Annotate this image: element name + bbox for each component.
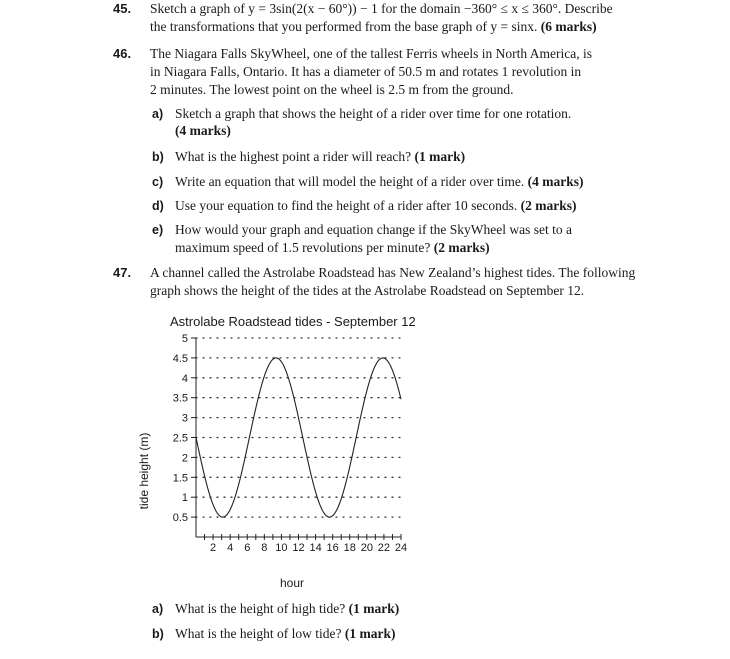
q46-part-a-marks	[175, 123, 231, 139]
q46-part-e-marks: (2 marks)	[433, 240, 490, 255]
q46-line-1: The Niagara Falls SkyWheel, one of the tallest Ferris wheels in North America, is	[150, 46, 593, 61]
y-axis-label: tide height (m)	[137, 432, 151, 510]
y-tick-label: 4.5	[172, 352, 188, 365]
y-tick-label: 3.5	[172, 392, 188, 405]
q46-part-c-question: Write an equation that will model the height of a rider over time.	[175, 174, 525, 189]
q47-part-b-question: What is the height of low tide?	[175, 626, 342, 641]
chart-axes	[191, 338, 401, 540]
q47-part-b-text	[175, 626, 395, 642]
q46-line-3: 2 minutes. The lowest point on the wheel is 2.5 m from the ground.	[150, 82, 514, 97]
x-tick-label: 22	[377, 542, 391, 554]
x-tick-label: 16	[326, 542, 339, 554]
x-tick-label: 6	[244, 542, 251, 554]
chart-title: Astrolabe Roadstead tides - September 12	[170, 314, 416, 329]
q46-part-e-label: e)	[152, 223, 164, 237]
q46-part-b-label: b)	[152, 150, 164, 164]
chart-x-tick-labels	[210, 542, 407, 554]
y-tick-label: 2.5	[172, 432, 188, 445]
x-tick-label: 14	[309, 542, 322, 554]
q46-part-a-label: a)	[152, 107, 164, 121]
q46-part-e-text-2	[175, 240, 490, 256]
q45-line-2	[150, 19, 597, 35]
x-tick-label: 4	[227, 542, 234, 554]
tide-height-series-line	[196, 358, 401, 517]
y-tick-label: 3	[181, 412, 188, 425]
q45-line-2-text: the transformations that you performed from the base graph of y = sinx.	[150, 19, 538, 34]
q46-part-e-question-2: maximum speed of 1.5 revolutions per minute?	[175, 240, 431, 255]
q46-part-c-label: c)	[152, 175, 164, 189]
x-tick-label: 20	[360, 542, 373, 554]
x-tick-label: 24	[394, 542, 408, 554]
q46-part-a-text: Sketch a graph that shows the height of a rider over time for one rotation.	[175, 106, 572, 121]
q47-part-a-marks: (1 mark)	[348, 601, 400, 616]
question-number-47: 47.	[113, 265, 132, 280]
q46-part-c-marks: (4 marks)	[527, 174, 584, 189]
q47-part-a-question: What is the height of high tide?	[175, 601, 346, 616]
y-tick-label: 1.5	[172, 472, 188, 485]
x-tick-label: 8	[261, 542, 268, 554]
x-tick-label: 2	[210, 542, 217, 554]
q46-part-a-marks-value: (4 marks)	[175, 123, 231, 138]
q47-line-1: A channel called the Astrolabe Roadstead has New Zealand’s highest tides. The following	[150, 265, 636, 280]
q46-part-b-question: What is the highest point a rider will reach?	[175, 149, 412, 164]
x-tick-label: 10	[275, 542, 288, 554]
q45-line-1: Sketch a graph of y = 3sin(2(x − 60°)) − 1 for the domain −360° ≤ x ≤ 360°. Describe	[150, 1, 613, 16]
question-number-45: 45.	[113, 1, 132, 16]
y-tick-label: 0.5	[172, 512, 188, 525]
q46-part-e-text: How would your graph and equation change if the SkyWheel was set to a	[175, 222, 573, 237]
tides-chart	[130, 308, 430, 598]
chart-y-tick-labels	[173, 333, 188, 524]
y-tick-label: 4	[181, 372, 188, 385]
q46-part-b-text	[175, 149, 465, 165]
x-tick-label: 18	[343, 542, 356, 554]
q47-part-a-text	[175, 601, 399, 617]
q46-part-b-marks: (1 mark)	[414, 149, 466, 164]
q46-line-2: in Niagara Falls, Ontario. It has a diameter of 50.5 m and rotates 1 revolution in	[150, 64, 582, 79]
q46-part-d-question: Use your equation to find the height of a rider after 10 seconds.	[175, 198, 518, 213]
q45-marks: (6 marks)	[540, 19, 597, 34]
x-axis-label: hour	[279, 576, 305, 590]
question-number-46: 46.	[113, 46, 132, 61]
q46-part-d-marks: (2 marks)	[520, 198, 577, 213]
y-tick-label: 5	[181, 333, 188, 345]
q46-part-d-label: d)	[152, 199, 164, 213]
q46-part-d-text	[175, 198, 577, 214]
q47-line-2: graph shows the height of the tides at the Astrolabe Roadstead on September 12.	[150, 283, 585, 298]
q46-part-c-text	[175, 174, 583, 190]
chart-grid	[196, 338, 401, 517]
y-tick-label: 1	[181, 492, 188, 505]
q47-part-b-marks: (1 mark)	[344, 626, 396, 641]
x-tick-label: 12	[292, 542, 305, 554]
q47-part-b-label: b)	[152, 627, 164, 641]
y-tick-label: 2	[181, 452, 188, 465]
q47-part-a-label: a)	[152, 602, 164, 616]
